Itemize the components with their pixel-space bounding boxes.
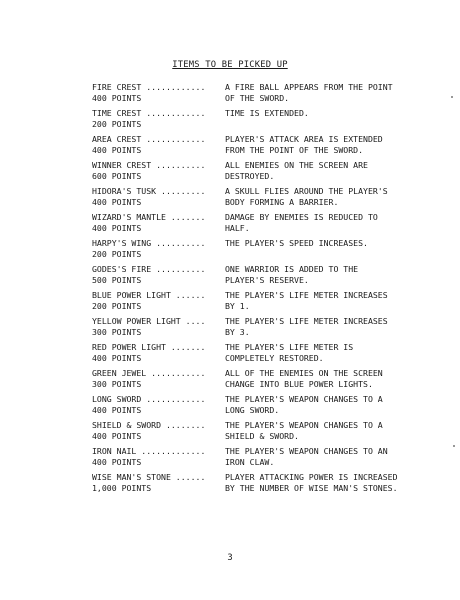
item-name: LONG SWORD ............: [92, 394, 206, 404]
item-name-column: [92, 342, 225, 368]
item-entry: [92, 108, 432, 134]
item-desc-line: PLAYER'S ATTACK AREA IS EXTENDED: [225, 134, 383, 144]
item-name-column: [92, 316, 225, 342]
item-name-column: [92, 134, 225, 160]
item-entry: [92, 316, 432, 342]
item-desc-line: BY 3.: [225, 326, 250, 337]
item-description: [225, 212, 432, 238]
item-desc-line: DESTROYED.: [225, 170, 275, 181]
item-entry: [92, 446, 432, 472]
item-description: [225, 420, 432, 446]
item-points: 300 POINTS: [92, 378, 142, 389]
item-name: RED POWER LIGHT .......: [92, 342, 206, 352]
item-entry: [92, 342, 432, 368]
item-points: 600 POINTS: [92, 170, 142, 181]
item-points: 200 POINTS: [92, 300, 142, 311]
item-points: 400 POINTS: [92, 404, 142, 415]
item-desc-line: BY THE NUMBER OF WISE MAN'S STONES.: [225, 482, 398, 493]
item-points: 400 POINTS: [92, 430, 142, 441]
item-points: 200 POINTS: [92, 118, 142, 129]
item-desc-line: A SKULL FLIES AROUND THE PLAYER'S: [225, 186, 388, 196]
item-desc-line: OF THE SWORD.: [225, 92, 290, 103]
item-description: [225, 186, 432, 212]
item-desc-line: COMPLETELY RESTORED.: [225, 352, 324, 363]
item-name: HARPY'S WING ..........: [92, 238, 206, 248]
item-description: [225, 82, 432, 108]
item-name: FIRE CREST ............: [92, 82, 206, 92]
item-name: WINNER CREST ..........: [92, 160, 206, 170]
item-name-column: [92, 368, 225, 394]
item-desc-line: THE PLAYER'S LIFE METER INCREASES: [225, 290, 388, 300]
item-points: 400 POINTS: [92, 144, 142, 155]
item-description: [225, 394, 432, 420]
item-desc-line: ALL ENEMIES ON THE SCREEN ARE: [225, 160, 368, 170]
item-entry: [92, 238, 432, 264]
item-desc-line: THE PLAYER'S LIFE METER IS: [225, 342, 354, 352]
item-desc-line: DAMAGE BY ENEMIES IS REDUCED TO: [225, 212, 378, 222]
item-entry: [92, 264, 432, 290]
item-description: [225, 472, 432, 498]
item-name-column: [92, 472, 225, 498]
item-desc-line: HALF.: [225, 222, 250, 233]
item-name-column: [92, 290, 225, 316]
item-desc-line: TIME IS EXTENDED.: [225, 108, 309, 118]
item-description: [225, 316, 432, 342]
item-description: [225, 264, 432, 290]
item-desc-line: THE PLAYER'S WEAPON CHANGES TO A: [225, 420, 383, 430]
item-points: 400 POINTS: [92, 92, 142, 103]
item-desc-line: BY 1.: [225, 300, 250, 311]
item-desc-line: CHANGE INTO BLUE POWER LIGHTS.: [225, 378, 373, 389]
item-description: [225, 368, 432, 394]
item-points: 200 POINTS: [92, 248, 142, 259]
item-description: [225, 446, 432, 472]
item-name: AREA CREST ............: [92, 134, 206, 144]
item-name-column: [92, 186, 225, 212]
item-name: WISE MAN'S STONE ......: [92, 472, 206, 482]
item-description: [225, 108, 432, 134]
page-title: ITEMS TO BE PICKED UP: [172, 60, 288, 70]
item-desc-line: THE PLAYER'S WEAPON CHANGES TO A: [225, 394, 383, 404]
item-entry: [92, 472, 432, 498]
item-entry: [92, 82, 432, 108]
item-points: 500 POINTS: [92, 274, 142, 285]
scan-speck: [453, 445, 455, 447]
item-name-column: [92, 108, 225, 134]
item-desc-line: BODY FORMING A BARRIER.: [225, 196, 339, 207]
item-name: BLUE POWER LIGHT ......: [92, 290, 206, 300]
item-desc-line: SHIELD & SWORD.: [225, 430, 299, 441]
item-desc-line: PLAYER'S RESERVE.: [225, 274, 309, 285]
item-name-column: [92, 160, 225, 186]
item-entry: [92, 186, 432, 212]
item-name-column: [92, 446, 225, 472]
item-name: TIME CREST ............: [92, 108, 206, 118]
item-points: 400 POINTS: [92, 352, 142, 363]
item-desc-line: THE PLAYER'S WEAPON CHANGES TO AN: [225, 446, 388, 456]
item-entry: [92, 394, 432, 420]
item-description: [225, 342, 432, 368]
item-desc-line: THE PLAYER'S SPEED INCREASES.: [225, 238, 368, 248]
item-points: 300 POINTS: [92, 326, 142, 337]
item-points: 400 POINTS: [92, 222, 142, 233]
item-name: SHIELD & SWORD ........: [92, 420, 206, 430]
item-desc-line: FROM THE POINT OF THE SWORD.: [225, 144, 364, 155]
item-points: 400 POINTS: [92, 456, 142, 467]
page-number: 3: [227, 553, 233, 563]
item-name-column: [92, 82, 225, 108]
item-desc-line: LONG SWORD.: [225, 404, 280, 415]
item-name-column: [92, 420, 225, 446]
item-name-column: [92, 238, 225, 264]
item-points: 400 POINTS: [92, 196, 142, 207]
item-entry: [92, 212, 432, 238]
items-list: [92, 82, 432, 498]
item-entry: [92, 368, 432, 394]
item-description: [225, 238, 432, 264]
item-description: [225, 160, 432, 186]
scan-speck: [451, 96, 453, 98]
item-desc-line: A FIRE BALL APPEARS FROM THE POINT: [225, 82, 393, 92]
item-description: [225, 134, 432, 160]
item-name: WIZARD'S MANTLE .......: [92, 212, 206, 222]
item-desc-line: THE PLAYER'S LIFE METER INCREASES: [225, 316, 388, 326]
item-desc-line: PLAYER ATTACKING POWER IS INCREASED: [225, 472, 398, 482]
item-name-column: [92, 394, 225, 420]
item-name-column: [92, 212, 225, 238]
item-desc-line: IRON CLAW.: [225, 456, 275, 467]
item-entry: [92, 160, 432, 186]
item-name: GREEN JEWEL ...........: [92, 368, 206, 378]
item-points: 1,000 POINTS: [92, 482, 152, 493]
item-desc-line: ONE WARRIOR IS ADDED TO THE: [225, 264, 359, 274]
item-entry: [92, 420, 432, 446]
item-desc-line: ALL OF THE ENEMIES ON THE SCREEN: [225, 368, 383, 378]
item-entry: [92, 290, 432, 316]
item-description: [225, 290, 432, 316]
item-name: HIDORA'S TUSK .........: [92, 186, 206, 196]
item-name: GODES'S FIRE ..........: [92, 264, 206, 274]
item-name: YELLOW POWER LIGHT ....: [92, 316, 206, 326]
item-entry: [92, 134, 432, 160]
item-name-column: [92, 264, 225, 290]
item-name: IRON NAIL .............: [92, 446, 206, 456]
